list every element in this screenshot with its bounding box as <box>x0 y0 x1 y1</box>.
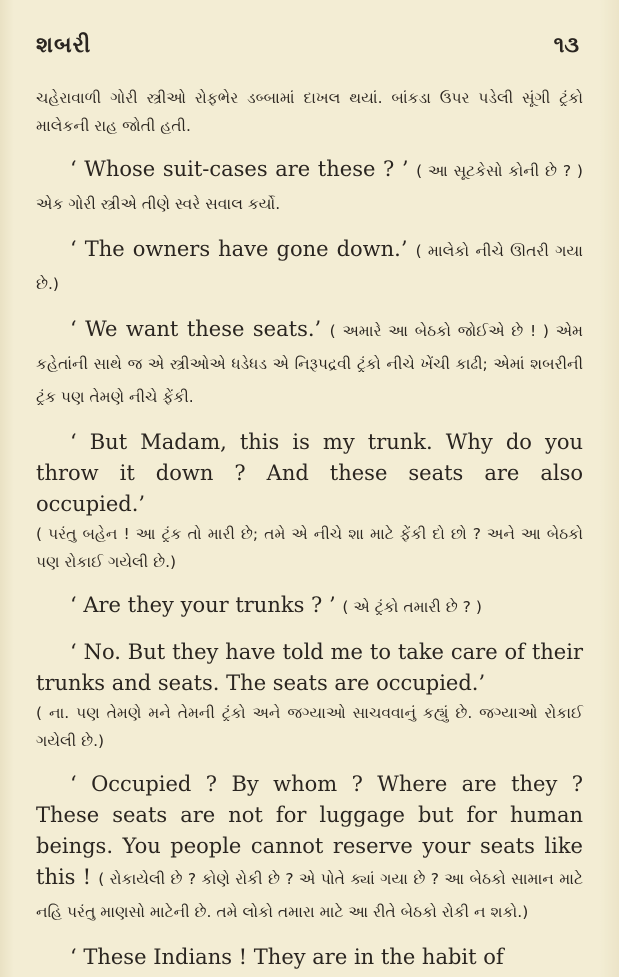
paragraph-9 <box>36 942 583 973</box>
paragraph-5 <box>36 427 583 576</box>
english-dialogue <box>36 769 583 928</box>
gujarati-translation: ( આ સૂટકેસો કોની છે ? ) એક ગોરી સ્ત્રીએ તીણે સ્વરે સવાલ કર્યો. <box>36 162 583 213</box>
gujarati-translation: ( ના. પણ તેમણે મને તેમની ટ્રંકો અને જગ્યાઓ સાચવવાનું કહ્યું છે. જગ્યાઓ રોકાઈ ગયેલી છે.) <box>36 704 583 750</box>
paragraph-4 <box>36 314 583 413</box>
page-header <box>36 32 583 66</box>
english-dialogue: ‘ But Madam, this is my trunk. Why do you throw it down ? And these seats are also occupied.’ <box>36 430 583 516</box>
gujarati-translation: ( અમારે આ બેઠકો જોઈએ છે ! ) એમ કહેતાંની સાથે જ એ સ્ત્રીઓએ ધડેધડ એ નિરૂપદ્રવી ટ્રંકો નીચે ખેંચી કાઢી; એમાં શબરીની ટ્રંક પણ તેમણે નીચે ફેંકી. <box>36 322 583 406</box>
english-dialogue: ‘ These Indians ! They are in the habit of <box>70 945 504 969</box>
english-dialogue: ‘ No. But they have told me to take care of their trunks and seats. The seats are occupied.’ <box>36 640 583 695</box>
english-text: ‘ The owners have gone down.’ <box>70 237 408 261</box>
english-text: ‘ Are they your trunks ? ’ <box>70 593 336 617</box>
gujarati-translation: ( માલેકો નીચે ઊતરી ગયા છે.) <box>36 242 583 293</box>
english-dialogue <box>36 590 583 623</box>
gujarati-translation: ( એ ટ્રંકો તમારી છે ? ) <box>342 598 482 616</box>
english-text: ‘ Whose suit-cases are these ? ’ <box>70 157 409 181</box>
english-dialogue <box>36 314 583 413</box>
english-text: ‘ We want these seats.’ <box>70 317 322 341</box>
gujarati-translation: ( રોકાયેલી છે ? કોણે રોકી છે ? એ પોતે ક્યાં ગયા છે ? આ બેઠકો સામાન માટે નહિ પરંતુ માણસો માટેની છે. તમે લોકો તમારા માટે આ રીતે બેઠકો રોકી ન શકો.) <box>36 870 583 921</box>
running-head: શબરી <box>36 32 92 58</box>
paragraph-6 <box>36 590 583 623</box>
english-text: ‘ Occupied ? By whom ? Where are they ? These seats are not for luggage but for human beings. You people cannot reserve your seats like this ! <box>36 772 583 889</box>
english-dialogue <box>36 234 583 300</box>
paragraph-7 <box>36 637 583 755</box>
page-number: ૧૩ <box>553 32 579 58</box>
gujarati-text: ચહેરાવાળી ગોરી સ્ત્રીઓ રોફભેર ડબ્બામાં દાખલ થયાં. બાંકડા ઉપર પડેલી સૂંગી ટ્રંકો માલેકની રાહ જોતી હતી. <box>36 89 583 135</box>
paragraph-3 <box>36 234 583 300</box>
paragraph-2 <box>36 154 583 220</box>
gujarati-translation: ( પરંતુ બહેન ! આ ટ્રંક તો મારી છે; તમે એ નીચે શા માટે ફેંકી દો છો ? અને આ બેઠકો પણ રોકાઈ ગયેલી છે.) <box>36 525 583 571</box>
english-dialogue <box>36 154 583 220</box>
paragraph-8 <box>36 769 583 928</box>
paragraph-1 <box>36 84 583 140</box>
